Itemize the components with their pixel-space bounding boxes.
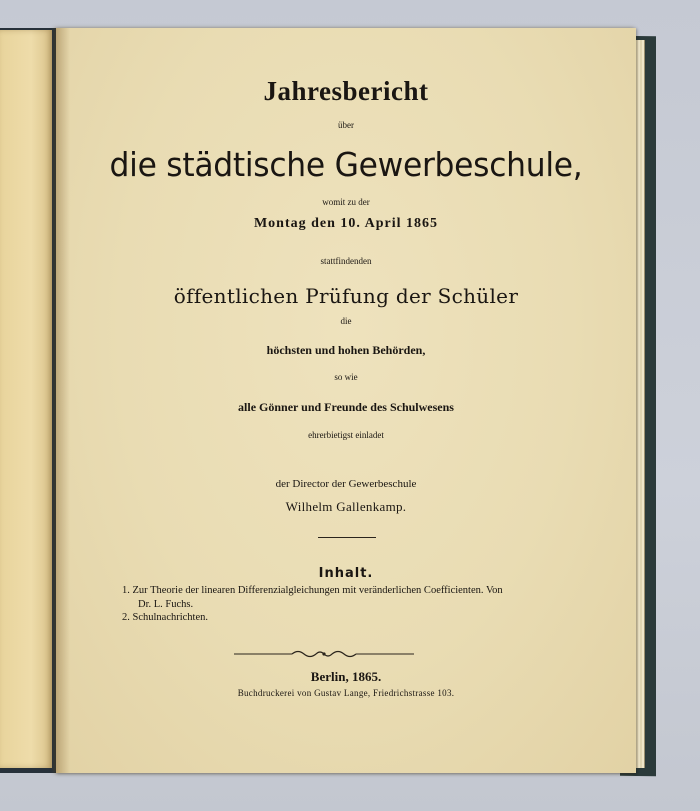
authorities-line: höchsten und hohen Behörden, — [266, 343, 426, 357]
examination-line: öffentlichen Prüfung der Schüler — [173, 284, 519, 308]
connector-text-stattfindenden: stattfindenden — [320, 256, 372, 266]
date-line: Montag den 10. April 1865 — [253, 216, 439, 231]
connector-text-so-wie: so wie — [334, 372, 358, 382]
title-page — [56, 28, 636, 773]
imprint-city-year: Berlin, 1865. — [310, 669, 382, 684]
director-title: der Director der Gewerbeschule — [275, 478, 417, 490]
divider-rule — [318, 537, 376, 538]
left-facing-page — [0, 30, 52, 768]
report-title: Jahresbericht — [263, 76, 429, 106]
connector-text-ueber: über — [338, 120, 354, 130]
contents-item-2: 2. Schulnachrichten. — [122, 612, 209, 623]
connector-text-die: die — [340, 316, 352, 326]
patrons-line: alle Gönner und Freunde des Schulwesens — [238, 400, 454, 414]
school-headline: die städtische Gewerbeschule, — [109, 145, 583, 184]
connector-text-womit: womit zu der — [322, 197, 370, 207]
contents-heading: Inhalt. — [318, 566, 374, 581]
imprint-printer: Buchdruckerei von Gustav Lange, Friedrichstrasse 103. — [237, 688, 455, 698]
ornament-divider — [234, 648, 414, 660]
connector-text-einladet: ehrerbietigst einladet — [308, 430, 384, 440]
contents-item-1-author: Dr. L. Fuchs. — [138, 599, 194, 610]
contents-item-1: 1. Zur Theorie der linearen Differenzialgleichungen mit veränderlichen Coefficienten. Von — [122, 585, 503, 596]
director-name: Wilhelm Gallenkamp. — [285, 499, 407, 514]
